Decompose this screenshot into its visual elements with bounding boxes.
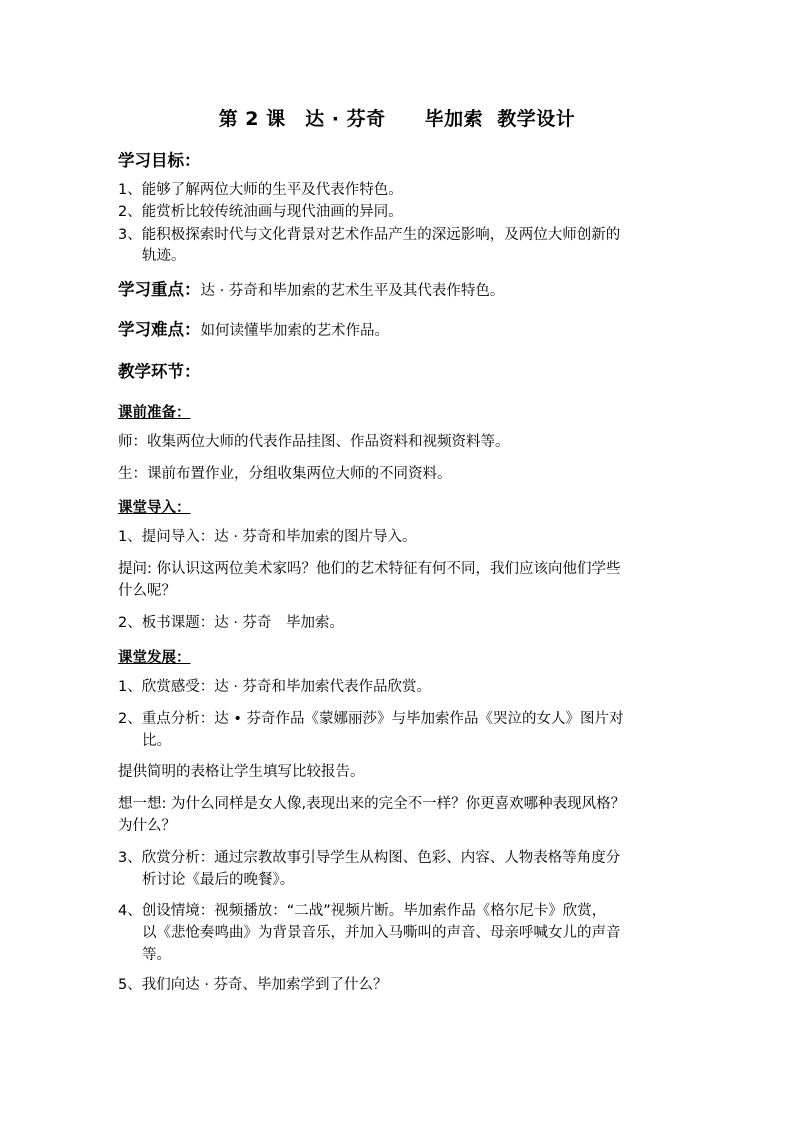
development-item-5: 5、我们向达 · 芬奇、毕加索学到了什么？ <box>118 977 388 993</box>
development-item-3-line-1: 3、欣赏分析：通过宗教故事引导学生从构图、色彩、内容、人物表格等角度分 <box>118 850 621 866</box>
objective-item-3: 3、能积极探索时代与文化背景对艺术作品产生的深远影响，及两位大师创新的 <box>118 227 621 243</box>
intro-question-line-1: 提问: 你认识这两位美术家吗？他们的艺术特征有何不同，我们应该向他们学些 <box>118 561 621 577</box>
development-heading: 课堂发展： <box>118 650 191 666</box>
development-think-line-2: 为什么？ <box>118 818 176 834</box>
difficulties-text: 如何读懂毕加索的艺术作品。 <box>200 323 389 339</box>
prep-teacher: 师：收集两位大师的代表作品挂图、作品资料和视频资料等。 <box>118 434 510 450</box>
key-points-row <box>118 276 504 300</box>
development-table-note: 提供简明的表格让学生填写比较报告。 <box>118 764 365 780</box>
development-item-3-line-2: 析讨论《最后的晚餐》。 <box>142 872 295 888</box>
difficulties-row <box>118 316 389 340</box>
intro-heading: 课堂导入： <box>118 500 191 516</box>
intro-question-line-2: 什么呢？ <box>118 583 176 599</box>
process-heading: 教学环节： <box>118 362 201 381</box>
objectives-heading: 学习目标： <box>118 151 201 170</box>
prep-student: 生：课前布置作业，分组收集两位大师的不同资料。 <box>118 466 452 482</box>
development-item-1: 1、欣赏感受：达 · 芬奇和毕加索代表作品欣赏。 <box>118 679 432 695</box>
development-think-line-1: 想一想: 为什么同样是女人像,表现出来的完全不一样？你更喜欢哪种表现风格？ <box>118 796 626 812</box>
development-item-2-line-1: 2、重点分析：达 • 芬奇作品《蒙娜丽莎》与毕加索作品《哭泣的女人》图片对 <box>118 711 624 727</box>
development-item-4-line-3: 等。 <box>142 947 171 963</box>
key-points-label: 学习重点： <box>118 280 201 299</box>
intro-item-2: 2、板书课题：达 · 芬奇 毕加索。 <box>118 615 345 631</box>
development-item-4-line-1: 4、创设情境：视频播放：“二战”视频片断。毕加索作品《格尔尼卡》欣赏， <box>118 903 607 919</box>
development-item-4-line-2: 以《悲怆奏鸣曲》为背景音乐，并加入马嘶叫的声音、母亲呼喊女儿的声音 <box>142 925 621 941</box>
key-points-text: 达 · 芬奇和毕加索的艺术生平及其代表作特色。 <box>200 283 505 299</box>
objective-item-3-continued: 轨迹。 <box>142 248 186 264</box>
prep-heading: 课前准备： <box>118 405 191 421</box>
objective-item-2: 2、能赏析比较传统油画与现代油画的异同。 <box>118 204 403 220</box>
development-item-2-line-2: 比。 <box>142 733 171 749</box>
intro-item-1: 1、提问导入：达 · 芬奇和毕加索的图片导入。 <box>118 529 417 545</box>
difficulties-label: 学习难点： <box>118 320 201 339</box>
objective-item-1: 1、能够了解两位大师的生平及代表作特色。 <box>118 182 403 198</box>
document-title: 第 2 课 达 · 芬奇 毕加索 教学设计 <box>218 108 576 130</box>
